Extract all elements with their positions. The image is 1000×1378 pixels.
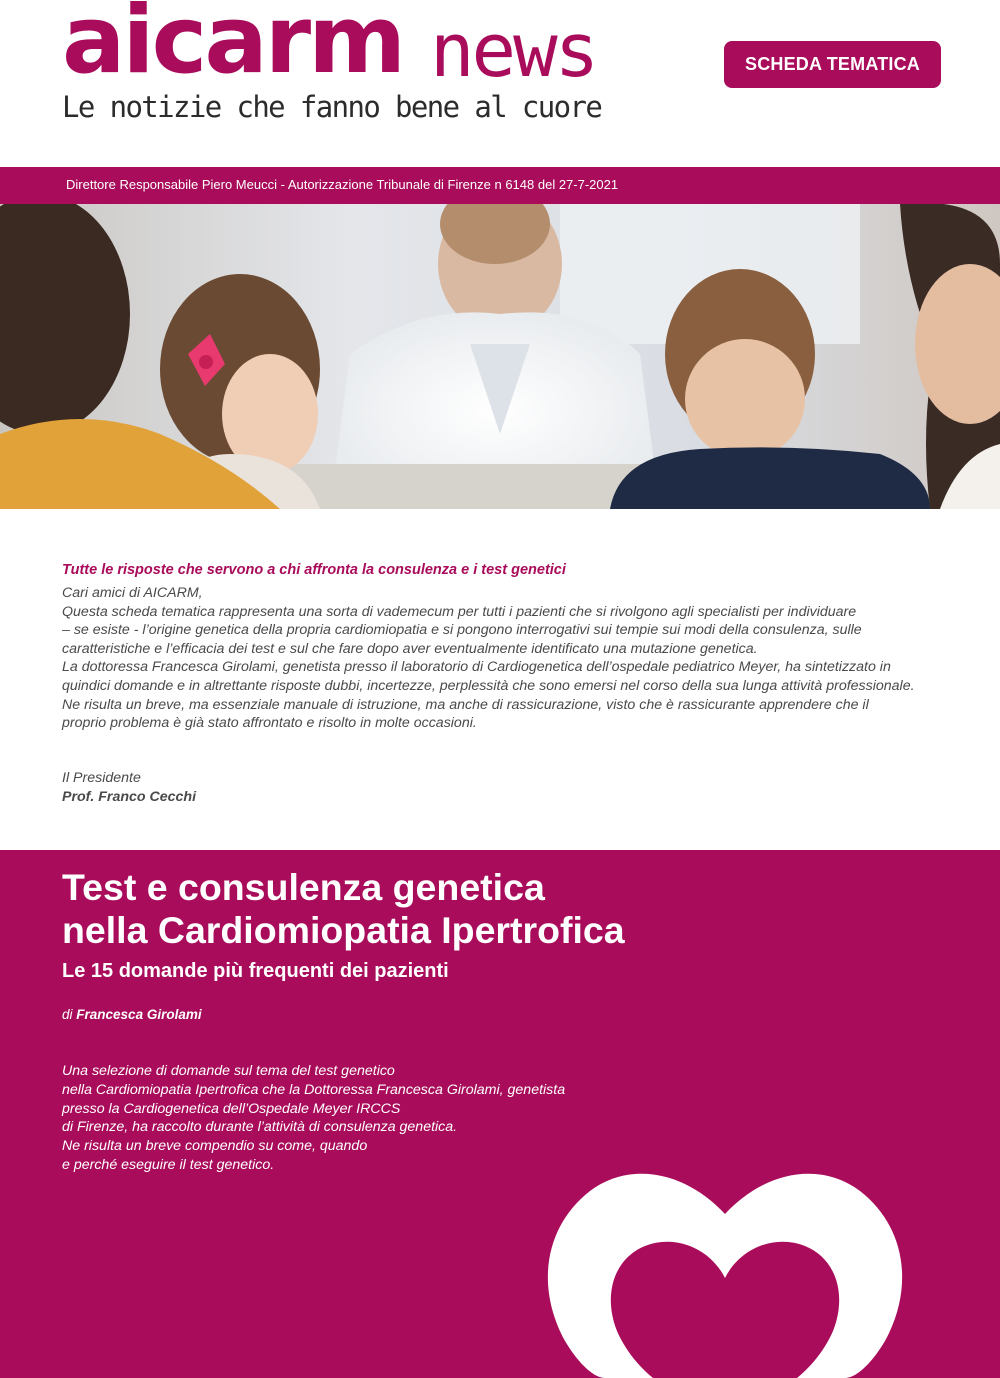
intro-line: – se esiste - l’origine genetica della propria cardiomiopatia e si pongono interrogativi sui tempie sui modi della consulenza, sulle [62, 622, 862, 639]
logo-news-text: news [430, 8, 597, 94]
feature-section [0, 850, 1000, 1378]
byline-author[interactable]: Francesca Girolami [76, 1007, 202, 1022]
intro-line: Questa scheda tematica rappresenta una sorta di vademecum per tutti i pazienti che si rivolgono agli specialisti per individuare [62, 603, 857, 620]
intro-line: quindici domande e in altrettante risposte dubbi, incertezze, perplessità che sono emersi nel corso della sua lunga attività professionale. [62, 677, 915, 694]
feature-subtitle: Le 15 domande più frequenti dei pazienti [62, 960, 449, 982]
summary-line: Ne risulta un breve compendio su come, quando [62, 1138, 368, 1155]
byline-prefix: di [62, 1007, 73, 1022]
signature-block [62, 769, 196, 807]
feature-summary [62, 1062, 622, 1175]
summary-line: nella Cardiomiopatia Ipertrofica che la Dottoressa Francesca Girolami, genetista [62, 1081, 566, 1098]
summary-line: presso la Cardiogenetica dell’Ospedale Meyer IRCCS [62, 1100, 401, 1117]
intro-line: Cari amici di AICARM, [62, 585, 203, 601]
signature-role: Il Presidente [62, 770, 141, 786]
heart-icon [535, 1166, 915, 1378]
logo-aicarm-text: aicarm [62, 0, 404, 95]
intro-body [62, 584, 952, 733]
feature-byline [62, 1007, 202, 1022]
intro-heading: Tutte le risposte che servono a chi affronta la consulenza e i test genetici [62, 562, 566, 578]
summary-line: e perché eseguire il test genetico. [62, 1156, 275, 1173]
hero-photo [0, 204, 1000, 509]
summary-line: di Firenze, ha raccolto durante l’attività di consulenza genetica. [62, 1119, 458, 1136]
feature-title [62, 866, 625, 952]
editorial-info-bar [0, 167, 1000, 204]
intro-line: La dottoressa Francesca Girolami, genetista presso il laboratorio di Cardiogenetica dell’ospedale pediatrico Meyer, ha sintetizzato in [62, 659, 891, 676]
feature-title-line-2: nella Cardiomiopatia Ipertrofica [62, 909, 625, 951]
feature-title-line-1: Test e consulenza genetica [62, 866, 545, 908]
scheda-tematica-badge[interactable]: SCHEDA TEMATICA [724, 41, 941, 88]
header [0, 0, 1000, 167]
intro-section [62, 562, 952, 733]
intro-line: proprio problema è già stato affrontato e risolto in molte occasioni. [62, 715, 477, 732]
intro-line: caratteristiche e l’efficacia dei test e sul che fare dopo aver eventualmente identificato una mutazione genetica. [62, 640, 758, 657]
editorial-info-text: Direttore Responsabile Piero Meucci - Autorizzazione Tribunale di Firenze n 6148 del 27-7-2021 [66, 177, 619, 192]
summary-line: Una selezione di domande sul tema del test genetico [62, 1063, 395, 1079]
signature-name: Prof. Franco Cecchi [62, 789, 197, 805]
tagline: Le notizie che fanno bene al cuore [62, 90, 602, 124]
intro-line: Ne risulta un breve, ma essenziale manuale di istruzione, ma anche di rassicurazione, visto che è rassicurante apprendere che il [62, 696, 869, 713]
